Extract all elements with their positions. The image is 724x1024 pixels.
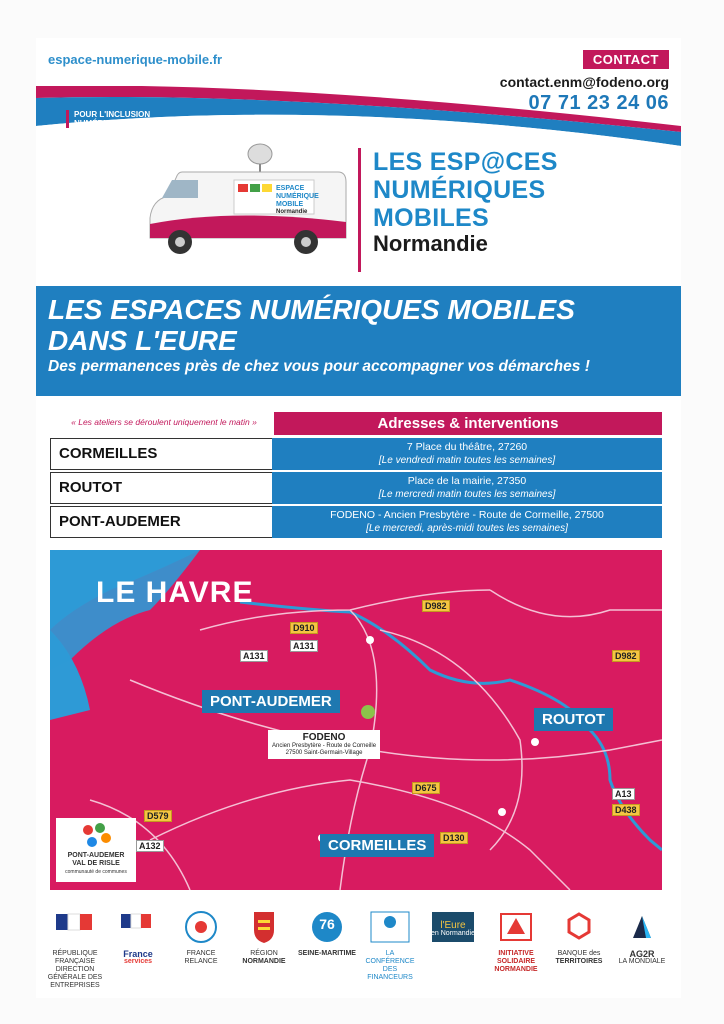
ag2r-icon — [619, 910, 665, 944]
road-label: A131 — [240, 650, 268, 662]
road-label: A131 — [290, 640, 318, 652]
contact-label: CONTACT — [583, 50, 669, 69]
partner-logo — [487, 910, 545, 974]
row-address-cell — [272, 506, 662, 538]
contact-email[interactable]: contact.enm@fodeno.org — [499, 74, 669, 90]
partner-name: 76 — [319, 916, 335, 932]
road-label: D982 — [422, 600, 450, 612]
fodeno-marker-label — [268, 730, 380, 759]
partner-sub: SEINE-MARITIME — [298, 950, 356, 957]
locations-table — [50, 438, 662, 540]
partner-logos — [46, 910, 671, 990]
community-logo-line3: communauté de communes — [65, 869, 127, 875]
road-label: A13 — [612, 788, 635, 800]
tagline — [66, 110, 150, 128]
brand-line2: NUMÉRIQUES — [373, 176, 546, 204]
brand-line1: LES ESP@CES — [373, 148, 558, 176]
tagline-line1: POUR L'INCLUSION — [74, 110, 151, 119]
row-city: CORMEILLES — [50, 438, 272, 470]
community-logo-mark — [76, 820, 116, 850]
title-banner — [36, 286, 681, 396]
partner-logo — [172, 910, 230, 966]
banner-title-line1: LES ESPACES NUMÉRIQUES MOBILES — [48, 294, 575, 325]
road-label: D438 — [612, 804, 640, 816]
row-schedule: [Le mercredi matin toutes les semaines] — [378, 489, 556, 500]
partner-name: INITIATIVE SOLIDAIRE — [496, 950, 536, 965]
table-row — [50, 506, 662, 538]
partner-name: l'Eure — [440, 920, 466, 931]
row-address: 7 Place du théâtre, 27260 — [406, 441, 528, 453]
table-header: Adresses & interventions — [274, 412, 662, 435]
fodeno-line1: Ancien Presbytère - Route de Corneille — [272, 743, 377, 749]
row-city: ROUTOT — [50, 472, 272, 504]
partner-name: FRANCE — [186, 950, 216, 957]
row-schedule: [Le mercredi, après-midi toutes les semaines] — [366, 523, 568, 534]
banque-territoires-icon — [556, 910, 602, 944]
map-label-pont-audemer: PONT-AUDEMER — [202, 690, 340, 713]
partner-logo — [550, 910, 608, 966]
partner-sub: LA MONDIALE — [618, 958, 666, 965]
van-logo-line4: Normandie — [276, 209, 308, 215]
partner-logo — [109, 910, 167, 966]
van-illustration — [142, 138, 354, 268]
map-label-routot: ROUTOT — [534, 708, 613, 731]
partner-logo — [613, 910, 671, 966]
road-label: D579 — [144, 810, 172, 822]
initiative-solidaire-icon — [493, 910, 539, 944]
morning-note: « Les ateliers se déroulent uniquement le matin » — [71, 417, 257, 427]
table-row — [50, 438, 662, 470]
brand-line3: MOBILES — [373, 204, 489, 232]
row-schedule: [Le vendredi matin toutes les semaines] — [378, 455, 556, 466]
map-city-title: LE HAVRE — [96, 576, 254, 609]
contact-phone[interactable]: 07 71 23 24 06 — [528, 92, 669, 114]
republique-flag-icon — [52, 910, 98, 944]
flyer-page — [36, 38, 681, 998]
community-logo-line1: PONT-AUDEMER — [67, 852, 125, 859]
partner-sub: DIRECTION GÉNÉRALE DES ENTREPRISES — [47, 966, 103, 989]
van-logo-line3: MOBILE — [276, 201, 304, 208]
region-map — [50, 550, 662, 890]
community-logo-line2: VAL DE RISLE — [72, 860, 120, 867]
road-label: A132 — [136, 840, 164, 852]
row-address: Place de la mairie, 27350 — [407, 475, 527, 487]
road-label: D910 — [290, 622, 318, 634]
row-address-cell — [272, 438, 662, 470]
banner-subtitle: Des permanences près de chez vous pour accompagner vos démarches ! — [48, 358, 590, 375]
partner-sub: RELANCE — [184, 958, 218, 965]
partner-name: RÉPUBLIQUE FRANÇAISE — [52, 950, 98, 965]
road-label: D982 — [612, 650, 640, 662]
partner-name: RÉGION — [250, 950, 278, 957]
partner-name: LA CONFÉRENCE — [365, 950, 415, 965]
partner-sub: DES FINANCEURS — [367, 966, 413, 981]
site-url[interactable]: espace-numerique-mobile.fr — [48, 52, 223, 67]
row-address: FODENO - Ancien Presbytère - Route de Cormeille, 27500 — [330, 509, 604, 521]
banner-title-line2: DANS L'EURE — [48, 325, 237, 356]
partner-logo — [235, 910, 293, 966]
table-row — [50, 472, 662, 504]
brand-block — [358, 148, 558, 272]
community-logo — [56, 818, 136, 882]
partner-logo — [298, 910, 356, 966]
partner-sub: NORMANDIE — [494, 966, 538, 973]
partner-logo — [361, 910, 419, 982]
brand-line4: Normandie — [373, 231, 488, 256]
partner-logo — [46, 910, 104, 990]
partner-sub: TERRITOIRES — [555, 958, 603, 965]
partner-sub: NORMANDIE — [242, 958, 286, 965]
normandie-shield-icon — [241, 910, 287, 944]
tagline-line2: NUMÉRIQUE — [74, 119, 123, 128]
partner-sub: services — [123, 958, 153, 965]
row-address-cell — [272, 472, 662, 504]
fodeno-name: FODENO — [302, 732, 346, 743]
map-label-cormeilles: CORMEILLES — [320, 834, 434, 857]
france-services-icon — [115, 910, 161, 944]
partner-name: BANQUE des — [557, 950, 601, 957]
partner-sub: en Normandie — [431, 930, 475, 937]
van-logo-line1: ESPACE — [276, 185, 305, 192]
france-relance-icon — [178, 910, 224, 944]
road-label: D675 — [412, 782, 440, 794]
partner-name: France — [123, 949, 153, 959]
fodeno-line2: 27500 Saint-Germain-Village — [285, 750, 363, 756]
partner-name: AG2R — [629, 949, 655, 959]
road-label: D130 — [440, 832, 468, 844]
van-logo-line2: NUMÉRIQUE — [276, 193, 319, 200]
row-city: PONT-AUDEMER — [50, 506, 272, 538]
conference-financeurs-icon — [367, 910, 413, 944]
partner-logo — [424, 910, 482, 966]
